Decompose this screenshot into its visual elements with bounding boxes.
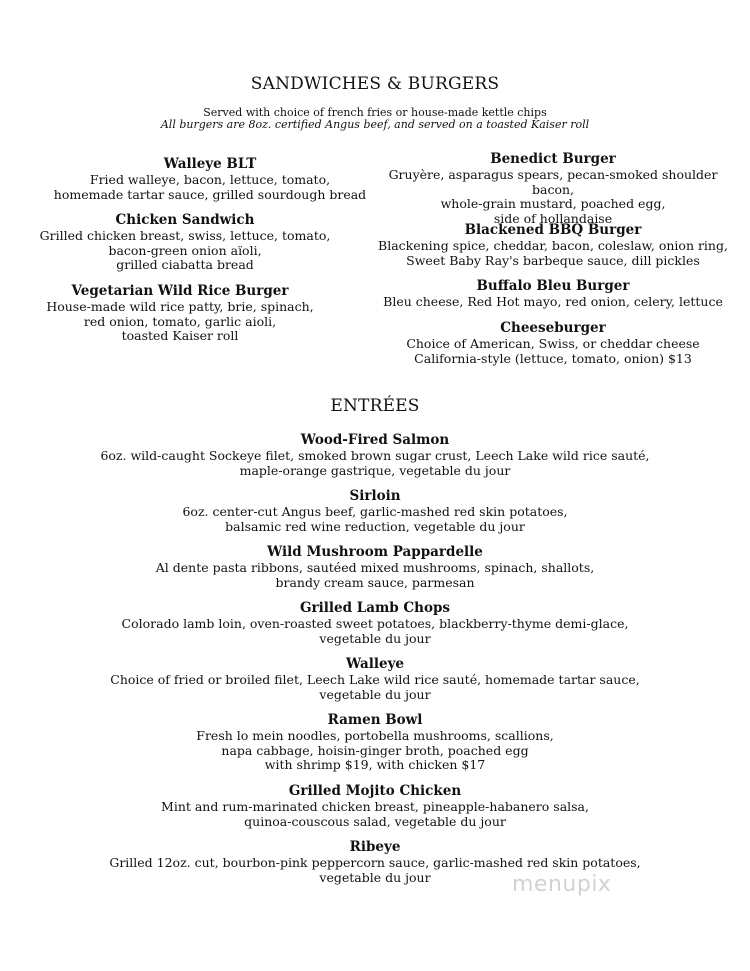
item-desc-line: Grilled 12oz. cut, bourbon-pink peppercorn sauce, garlic-mashed red skin potatoes, [109,855,641,870]
item-name: Grilled Lamb Chops [299,600,451,616]
item-name: Grilled Mojito Chicken [288,783,462,799]
item-desc-line: Choice of American, Swiss, or cheddar cheese [406,336,700,351]
item-name: Cheeseburger [500,320,606,336]
item-desc-line: House-made wild rice patty, brie, spinach, [46,299,314,314]
menu-item-sirloin [0,488,750,534]
item-desc-line: vegetable du jour [319,686,431,702]
menu-item-buffalo-bleu-burger [378,278,728,310]
item-name: Benedict Burger [490,151,616,167]
sandwiches-note-burgers: All burgers are 8oz. certified Angus beef, and served on a toasted Kaiser roll [160,118,590,131]
entrees-section-title: ENTRÉES [330,396,420,416]
item-desc-line: Choice of fried or broiled filet, Leech Lake wild rice sauté, homemade tartar sauce, [110,672,640,687]
menu-item-ribeye [0,839,750,885]
item-name: Blackened BBQ Burger [464,222,642,238]
menu-item-wood-fired-salmon [0,432,750,478]
item-desc-line: Mint and rum-marinated chicken breast, pineapple-habanero salsa, [161,799,589,814]
item-desc-line: vegetable du jour [319,869,431,885]
item-desc-line: Grilled chicken breast, swiss, lettuce, tomato, [39,228,331,243]
item-desc-line: Fried walleye, bacon, lettuce, tomato, [89,172,331,187]
item-desc-line: 6oz. center-cut Angus beef, garlic-mashed red skin potatoes, [182,504,568,519]
item-desc-line: toasted Kaiser roll [121,328,239,343]
item-name: Walleye BLT [163,156,257,172]
item-name: Walleye [345,656,404,672]
item-desc-line: bacon-green onion aïoli, [108,242,262,258]
item-desc-line: brandy cream sauce, parmesan [275,574,475,590]
item-desc-line: homemade tartar sauce, grilled sourdough bread [53,186,367,202]
item-desc-line: Al dente pasta ribbons, sautéed mixed mushrooms, spinach, shallots, [155,560,595,575]
menupix-watermark: menupix [512,872,612,897]
item-desc-line: Gruyère, asparagus spears, pecan-smoked shoulder bacon, [388,167,718,197]
menu-item-benedict-burger [378,151,728,226]
item-desc-line: napa cabbage, hoisin-ginger broth, poached egg [221,742,529,758]
item-name: Chicken Sandwich [115,212,255,228]
item-desc-line: maple-orange gastrique, vegetable du jour [239,462,511,478]
item-desc-line: grilled ciabatta bread [116,257,254,272]
item-desc-line: Bleu cheese, Red Hot mayo, red onion, celery, lettuce [383,294,723,309]
item-desc-line: with shrimp $19, with chicken $17 [264,757,486,772]
item-desc-line: Colorado lamb loin, oven-roasted sweet potatoes, blackberry-thyme demi-glace, [121,616,629,631]
item-desc-line: Fresh lo mein noodles, portobella mushrooms, scallions, [196,728,554,743]
sandwiches-note-burgers-wrap [0,118,750,131]
menu-item-vegetarian-wild-rice-burger [0,283,360,344]
item-name: Vegetarian Wild Rice Burger [71,283,289,299]
menu-item-grilled-mojito-chicken [0,783,750,829]
item-desc-line: vegetable du jour [319,630,431,646]
menu-item-walleye [0,656,750,702]
sandwiches-section-title: SANDWICHES & BURGERS [250,74,500,94]
item-desc-line: quinoa-couscous salad, vegetable du jour [244,813,506,829]
item-name: Ramen Bowl [327,712,423,728]
sandwiches-note-sides: Served with choice of french fries or house-made kettle chips [203,106,547,119]
item-name: Sirloin [349,488,401,504]
item-name: Wood-Fired Salmon [300,432,450,448]
item-desc-line: California-style (lettuce, tomato, onion) $13 [414,350,692,366]
menu-item-blackened-bbq-burger [378,222,728,268]
item-desc-line: Sweet Baby Ray's barbeque sauce, dill pickles [406,252,700,268]
menu-item-walleye-blt [30,156,390,202]
item-desc-line: 6oz. wild-caught Sockeye filet, smoked brown sugar crust, Leech Lake wild rice sauté, [100,448,650,463]
item-desc-line: balsamic red wine reduction, vegetable du jour [225,518,525,534]
item-name: Buffalo Bleu Burger [476,278,630,294]
item-desc-line: side of hollandaise [493,210,613,226]
item-name: Wild Mushroom Pappardelle [267,544,483,560]
menu-item-chicken-sandwich [5,212,365,273]
item-desc-line: whole-grain mustard, poached egg, [440,196,666,211]
item-desc-line: red onion, tomato, garlic aioli, [83,313,277,329]
menu-item-grilled-lamb-chops [0,600,750,646]
item-name: Ribeye [349,839,401,855]
item-desc-line: Blackening spice, cheddar, bacon, coleslaw, onion ring, [378,238,728,253]
menu-item-cheeseburger [378,320,728,366]
menu-item-ramen-bowl [0,712,750,773]
menu-item-wild-mushroom-pappardelle [0,544,750,590]
